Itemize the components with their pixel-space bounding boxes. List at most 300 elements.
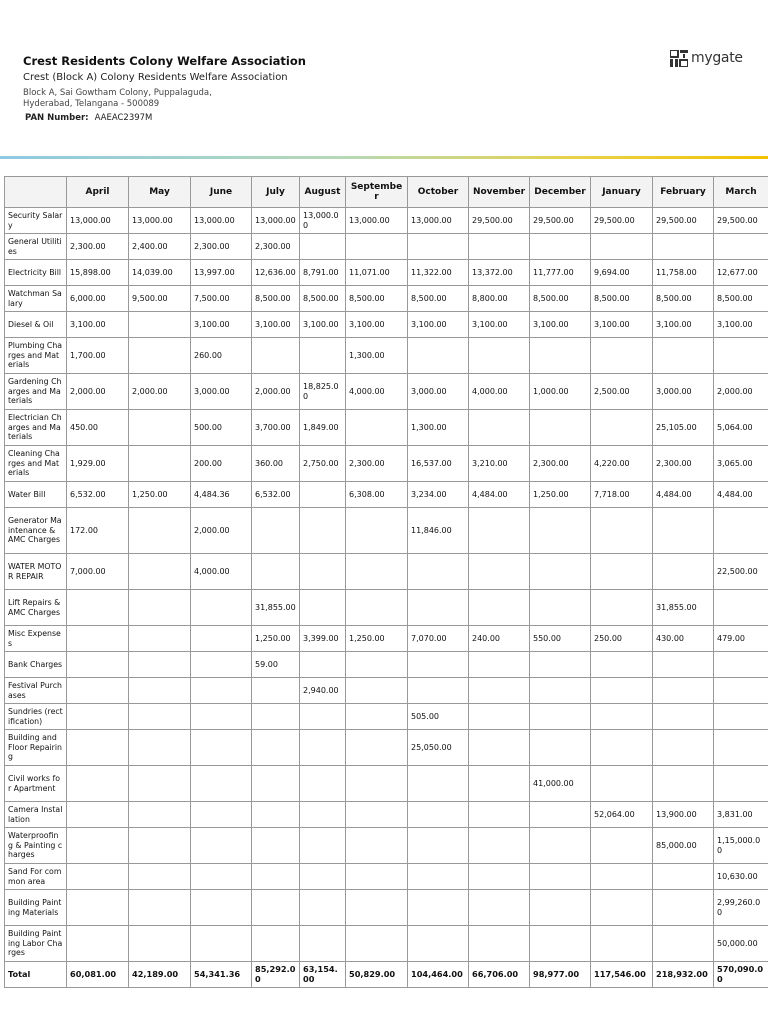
table-cell [300,864,346,890]
table-cell: 8,791.00 [300,260,346,286]
table-cell: 13,000.00 [191,208,252,234]
table-cell: 8,500.00 [653,286,714,312]
table-cell [714,338,768,374]
table-cell [191,864,252,890]
table-cell [469,704,530,730]
table-cell [530,828,591,864]
table-cell [591,704,653,730]
table-cell: 240.00 [469,626,530,652]
table-cell [408,828,469,864]
table-row [5,828,768,864]
table-cell [67,802,129,828]
table-cell: 1,000.00 [530,374,591,410]
table-cell [300,590,346,626]
table-cell: 2,500.00 [591,374,653,410]
table-cell: 360.00 [252,446,300,482]
table-cell: 4,484.00 [653,482,714,508]
table-row [5,590,768,626]
table-cell [653,730,714,766]
table-cell: 25,105.00 [653,410,714,446]
table-cell: 2,000.00 [191,508,252,554]
column-header-march: March [714,177,768,208]
table-cell [67,626,129,652]
table-cell: 3,000.00 [191,374,252,410]
table-cell [191,828,252,864]
table-cell [346,704,408,730]
table-cell [346,730,408,766]
row-label: Sundries (rectification) [5,704,67,730]
table-cell [129,828,191,864]
table-cell: 3,100.00 [191,312,252,338]
table-cell [67,590,129,626]
table-cell [252,890,300,926]
table-cell: 2,000.00 [67,374,129,410]
column-header-blank [5,177,67,208]
total-cell: 60,081.00 [67,962,129,988]
table-cell: 16,537.00 [408,446,469,482]
table-cell [346,234,408,260]
table-cell [252,730,300,766]
organization-address: Block A, Sai Gowtham Colony, Puppalaguda, Hyderabad, Telangana - 500089 [23,88,212,109]
table-cell [191,890,252,926]
table-row [5,338,768,374]
total-row [5,962,768,988]
row-label: Diesel & Oil [5,312,67,338]
table-cell: 31,855.00 [252,590,300,626]
table-cell: 8,500.00 [346,286,408,312]
table-cell [469,864,530,890]
table-cell [300,652,346,678]
row-label: Security Salary [5,208,67,234]
table-row [5,626,768,652]
table-cell [591,234,653,260]
table-cell: 1,250.00 [129,482,191,508]
table-cell: 1,929.00 [67,446,129,482]
table-cell [591,652,653,678]
table-cell: 31,855.00 [653,590,714,626]
table-cell: 3,100.00 [346,312,408,338]
table-cell: 18,825.00 [300,374,346,410]
column-header-october: October [408,177,469,208]
total-cell: 66,706.00 [469,962,530,988]
table-cell: 7,718.00 [591,482,653,508]
column-header-january: January [591,177,653,208]
table-cell: 2,000.00 [129,374,191,410]
table-cell [346,802,408,828]
table-cell [67,730,129,766]
table-cell [530,338,591,374]
table-cell: 3,065.00 [714,446,768,482]
column-header-august: August [300,177,346,208]
table-cell [300,802,346,828]
table-cell [408,590,469,626]
table-cell: 4,484.36 [191,482,252,508]
table-cell: 5,064.00 [714,410,768,446]
table-cell [714,508,768,554]
table-cell [530,652,591,678]
table-cell: 3,100.00 [300,312,346,338]
table-cell [469,590,530,626]
table-cell [346,766,408,802]
table-cell: 3,100.00 [469,312,530,338]
table-cell: 13,000.00 [408,208,469,234]
table-cell [591,554,653,590]
table-cell: 2,000.00 [714,374,768,410]
table-cell [67,864,129,890]
table-cell [346,864,408,890]
table-cell: 15,898.00 [67,260,129,286]
row-label: Waterproofing & Painting charges [5,828,67,864]
table-cell [300,704,346,730]
table-cell: 13,372.00 [469,260,530,286]
total-cell: 63,154.00 [300,962,346,988]
total-cell: 117,546.00 [591,962,653,988]
table-cell [591,766,653,802]
table-cell [129,508,191,554]
table-cell: 3,000.00 [408,374,469,410]
table-cell: 13,900.00 [653,802,714,828]
table-cell [653,554,714,590]
table-cell [469,554,530,590]
table-cell [300,482,346,508]
header-divider [0,156,768,159]
table-cell [346,926,408,962]
row-label: Lift Repairs & AMC Charges [5,590,67,626]
table-cell: 13,000.00 [346,208,408,234]
table-cell [530,802,591,828]
row-label: Cleaning Charges and Materials [5,446,67,482]
table-row [5,926,768,962]
table-cell [469,802,530,828]
table-row [5,678,768,704]
table-cell [530,508,591,554]
total-cell: 50,829.00 [346,962,408,988]
table-cell [408,338,469,374]
table-cell [67,704,129,730]
table-cell: 200.00 [191,446,252,482]
table-cell: 2,940.00 [300,678,346,704]
table-cell: 29,500.00 [653,208,714,234]
table-cell: 3,100.00 [591,312,653,338]
table-header-row [5,177,768,208]
table-row [5,374,768,410]
table-cell [408,766,469,802]
column-header-september: September [346,177,408,208]
row-label: Water Bill [5,482,67,508]
table-cell [129,802,191,828]
table-row [5,864,768,890]
table-row [5,482,768,508]
column-header-november: November [469,177,530,208]
table-cell: 450.00 [67,410,129,446]
row-label: Civil works for Apartment [5,766,67,802]
table-row [5,730,768,766]
table-cell [591,890,653,926]
table-cell [469,234,530,260]
table-cell [300,890,346,926]
table-cell [653,766,714,802]
table-row [5,802,768,828]
table-cell [300,508,346,554]
mygate-logo-text: mygate [691,50,743,66]
table-cell [530,590,591,626]
table-cell: 59.00 [252,652,300,678]
table-cell: 2,300.00 [67,234,129,260]
row-label: WATER MOTOR REPAIR [5,554,67,590]
table-cell [469,766,530,802]
table-cell [129,704,191,730]
row-label: Building Painting Labor Charges [5,926,67,962]
table-cell [252,864,300,890]
table-cell: 13,000.00 [67,208,129,234]
table-cell [346,554,408,590]
total-cell: 42,189.00 [129,962,191,988]
table-cell: 6,532.00 [252,482,300,508]
table-cell [252,802,300,828]
table-cell [300,766,346,802]
table-cell: 25,050.00 [408,730,469,766]
table-cell [191,590,252,626]
table-cell: 13,000.00 [300,208,346,234]
table-cell [67,828,129,864]
table-cell: 9,500.00 [129,286,191,312]
table-cell: 3,399.00 [300,626,346,652]
table-cell [129,590,191,626]
table-cell [300,926,346,962]
table-cell [530,730,591,766]
row-label: Building and Floor Repairing [5,730,67,766]
table-cell [129,678,191,704]
table-cell: 85,000.00 [653,828,714,864]
table-row [5,286,768,312]
row-label: Bank Charges [5,652,67,678]
table-cell [653,864,714,890]
table-cell: 8,500.00 [530,286,591,312]
table-cell [346,890,408,926]
table-cell [252,508,300,554]
table-cell [591,338,653,374]
table-cell: 8,500.00 [714,286,768,312]
table-cell [129,730,191,766]
table-cell: 7,500.00 [191,286,252,312]
table-cell: 12,677.00 [714,260,768,286]
table-cell: 1,250.00 [530,482,591,508]
table-cell [469,508,530,554]
table-cell: 1,300.00 [408,410,469,446]
total-cell: 98,977.00 [530,962,591,988]
table-cell: 6,308.00 [346,482,408,508]
table-row [5,446,768,482]
table-cell [346,590,408,626]
table-cell: 11,071.00 [346,260,408,286]
table-cell [191,704,252,730]
table-cell: 11,846.00 [408,508,469,554]
row-label: Festival Purchases [5,678,67,704]
table-cell: 1,250.00 [252,626,300,652]
table-cell [67,652,129,678]
organization-name: Crest Residents Colony Welfare Association [23,54,306,68]
row-label: Misc Expenses [5,626,67,652]
table-cell: 3,100.00 [408,312,469,338]
table-cell [653,234,714,260]
table-cell [346,410,408,446]
table-cell [300,234,346,260]
table-row [5,890,768,926]
table-cell: 550.00 [530,626,591,652]
table-cell [191,626,252,652]
table-row [5,652,768,678]
table-cell [252,554,300,590]
table-cell: 8,500.00 [252,286,300,312]
table-cell [252,766,300,802]
row-label: Generator Maintenance & AMC Charges [5,508,67,554]
organization-subtitle: Crest (Block A) Colony Residents Welfare Association [23,72,288,83]
table-cell: 1,250.00 [346,626,408,652]
table-cell [591,864,653,890]
table-cell [67,890,129,926]
table-row [5,312,768,338]
table-cell [346,508,408,554]
table-cell: 2,300.00 [252,234,300,260]
table-cell [591,590,653,626]
table-cell: 6,532.00 [67,482,129,508]
table-cell [191,652,252,678]
table-cell: 3,100.00 [252,312,300,338]
table-cell [129,338,191,374]
table-cell: 11,758.00 [653,260,714,286]
row-label: General Utilities [5,234,67,260]
table-cell: 7,000.00 [67,554,129,590]
table-cell [191,926,252,962]
table-cell: 3,000.00 [653,374,714,410]
table-cell [67,678,129,704]
total-cell: 85,292.00 [252,962,300,988]
table-row [5,508,768,554]
table-cell [346,828,408,864]
table-body [5,208,768,988]
table-cell: 4,220.00 [591,446,653,482]
table-cell [653,508,714,554]
table-cell [129,766,191,802]
table-cell [530,410,591,446]
table-cell [191,766,252,802]
table-cell [530,864,591,890]
row-label: Gardening Charges and Materials [5,374,67,410]
row-label: Camera Installation [5,802,67,828]
table-cell: 430.00 [653,626,714,652]
table-cell [653,678,714,704]
column-header-june: June [191,177,252,208]
table-cell: 250.00 [591,626,653,652]
table-row [5,208,768,234]
row-label: Sand For common area [5,864,67,890]
table-cell: 1,849.00 [300,410,346,446]
column-header-july: July [252,177,300,208]
table-cell: 1,15,000.00 [714,828,768,864]
pan-number [25,113,152,123]
table-cell [300,554,346,590]
table-cell: 4,000.00 [469,374,530,410]
table-cell [300,730,346,766]
table-cell [129,926,191,962]
table-row [5,410,768,446]
table-cell [469,926,530,962]
table-cell: 1,700.00 [67,338,129,374]
table-cell: 52,064.00 [591,802,653,828]
table-cell: 13,997.00 [191,260,252,286]
column-header-february: February [653,177,714,208]
table-cell: 13,000.00 [129,208,191,234]
table-cell [469,828,530,864]
table-cell [67,766,129,802]
table-cell [591,926,653,962]
table-cell [530,926,591,962]
table-cell [591,508,653,554]
table-cell: 505.00 [408,704,469,730]
table-cell [714,766,768,802]
column-header-december: December [530,177,591,208]
table-cell: 2,400.00 [129,234,191,260]
table-cell [653,926,714,962]
table-cell: 8,500.00 [300,286,346,312]
table-cell [129,312,191,338]
table-cell [591,410,653,446]
mygate-logo-icon [670,50,688,67]
table-cell [714,234,768,260]
table-cell [653,704,714,730]
row-label: Electrician Charges and Materials [5,410,67,446]
table-cell: 479.00 [714,626,768,652]
row-label: Watchman Salary [5,286,67,312]
table-cell: 4,000.00 [346,374,408,410]
report-header [0,0,768,160]
table-cell [252,678,300,704]
total-cell: 104,464.00 [408,962,469,988]
table-cell: 172.00 [67,508,129,554]
table-cell [408,864,469,890]
table-cell: 2,000.00 [252,374,300,410]
table-cell: 12,636.00 [252,260,300,286]
table-cell: 29,500.00 [591,208,653,234]
table-cell [191,802,252,828]
table-cell: 2,300.00 [653,446,714,482]
table-cell [714,678,768,704]
table-cell [469,652,530,678]
table-cell [469,890,530,926]
table-cell: 3,100.00 [653,312,714,338]
table-cell [346,678,408,704]
table-cell: 41,000.00 [530,766,591,802]
table-cell: 29,500.00 [469,208,530,234]
table-cell [191,678,252,704]
table-cell [530,678,591,704]
row-label: Building Painting Materials [5,890,67,926]
table-cell: 3,234.00 [408,482,469,508]
table-cell [530,704,591,730]
total-cell: 54,341.36 [191,962,252,988]
table-cell: 7,070.00 [408,626,469,652]
table-cell [252,828,300,864]
table-row [5,704,768,730]
table-cell [469,678,530,704]
table-cell [530,554,591,590]
table-cell [129,626,191,652]
table-cell: 2,99,260.00 [714,890,768,926]
table-cell: 14,039.00 [129,260,191,286]
table-cell: 11,322.00 [408,260,469,286]
total-cell: 570,090.00 [714,962,768,988]
table-cell [591,678,653,704]
